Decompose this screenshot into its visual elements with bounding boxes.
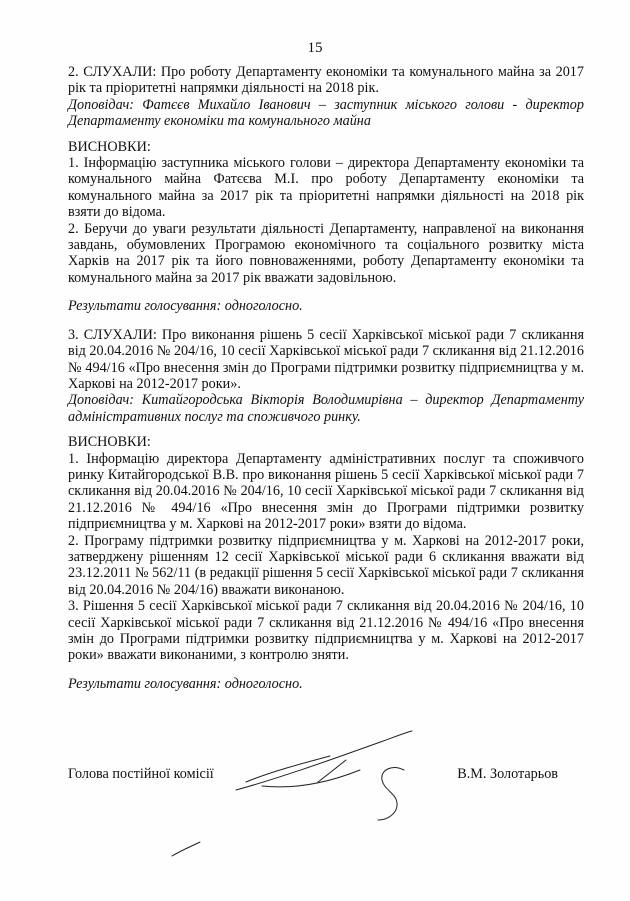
item3-vote-result: Результати голосування: одноголосно. (68, 675, 303, 692)
item3-heard: 3. СЛУХАЛИ: Про виконання рішень 5 сесії Харківської міської ради 7 скликання від 20.04.2016 № 204/16, 10 сесії Харківської міської ради 7 скликання від 21.12.2016 № 494/16 «Про внесення змін до Програми підтримки розвитку підприємництва у м. Харкові на 2012-2017 роки». (68, 326, 584, 392)
signature-row (68, 766, 584, 786)
document-body (68, 64, 584, 692)
item3-speaker: Доповідач: Китайгородська Вікторія Володимирівна – директор Департаменту адміністративних послуг та споживчого ринку. (68, 392, 584, 425)
item2-vote-result: Результати голосування: одноголосно. (68, 298, 303, 315)
item3-conclusions-title: ВИСНОВКИ: (68, 434, 151, 451)
item2-speaker: Доповідач: Фатєєв Михайло Іванович – заступник міського голови - директор Департаменту економіки та комунального майна (68, 96, 584, 130)
item2-heard: 2. СЛУХАЛИ: Про роботу Департаменту економіки та комунального майна за 2017 рік та пріоритетні напрямки діяльності на 2018 рік. (68, 64, 584, 97)
item2-conclusions-title: ВИСНОВКИ: (68, 138, 151, 155)
signature-title: Голова постійної комісії (68, 766, 214, 782)
signatory-name: В.М. Золотарьов (457, 766, 558, 782)
item3-conclusion-1: 1. Інформацію директора Департаменту адміністративних послуг та споживчого ринку Китайгородської В.В. про виконання рішень 5 сесії Харківської міської ради 7 скликання від 20.04.2016 № 204/16, 10 сесії Харківської міської ради 7 скликання від 21.12.2016 № 494/16 «Про внесення змін до Програми підтримки розвитку підприємництва у м. Харкові на 2012-2017 роки» взяти до відома. (68, 450, 584, 533)
item2-conclusion-2: 2. Беручи до уваги результати діяльності Департаменту, направленої на виконання завдань, обумовлених Програмою економічного та соціального розвитку міста Харків на 2017 рік та його повноваженнями, роботу Департаменту економіки та комунального майна за 2017 рік вважати задовільною. (68, 220, 584, 286)
page-number: 15 (307, 40, 323, 56)
item3-conclusion-3: 3. Рішення 5 сесії Харківської міської ради 7 скликання від 20.04.2016 № 204/16, 10 сесії Харківської міської ради 7 скликання від 21.12.2016 № 494/16 «Про внесення змін до Програми підтримки розвитку підприємництва у м. Харкові на 2012-2017 роки» вважати виконаними, з контролю зняти. (68, 598, 584, 664)
item2-conclusion-1: 1. Інформацію заступника міського голови – директора Департаменту економіки та комунального майна Фатєєва М.І. про роботу Департаменту економіки та комунального майна за 2017 рік та пріоритетні напрямки діяльності на 2018 рік взяти до відома. (68, 155, 584, 221)
item3-conclusion-2: 2. Програму підтримки розвитку підприємництва у м. Харкові на 2012-2017 роки, затверджену рішенням 12 сесії Харківської міської ради 6 скликання вважати від 23.12.2011 № 562/11 (в редакції рішення 5 сесії Харківської міської ради 7 скликання від 20.04.2016 № 204/16) вважати виконаною. (68, 532, 584, 598)
